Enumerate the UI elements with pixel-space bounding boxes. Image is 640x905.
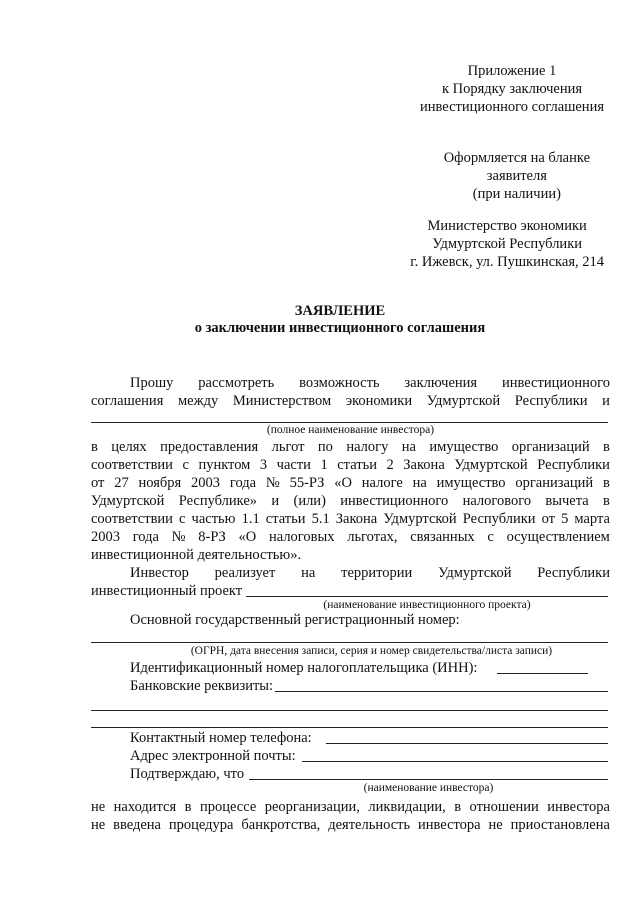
ogrn-label: Основной государственный регистрационный номер: [130, 612, 460, 628]
final-line-1 [91, 798, 610, 816]
text-word: 1.1 [241, 511, 260, 527]
text-word: от [541, 511, 556, 527]
p1-line-2 [91, 392, 610, 410]
investment-project-field[interactable] [246, 596, 608, 597]
addressee-line: г. Ижевск, ул. Пушкинская, 214 [410, 254, 604, 270]
text-word: ликвидации, [368, 799, 446, 815]
text-word: целях [111, 439, 147, 455]
text-word: между [178, 393, 219, 409]
text-word: 5 [561, 511, 569, 527]
text-word: 27 [114, 475, 129, 491]
text-word: льгот [271, 439, 305, 455]
text-word: вычета [545, 493, 589, 509]
text-word: 2003 [91, 529, 120, 545]
text-word: статьи [265, 511, 306, 527]
text-word: инвестора [547, 799, 610, 815]
text-word: марта [574, 511, 610, 527]
text-word: находится [113, 799, 177, 815]
p3-line-2: инвестиционный проект [91, 583, 243, 599]
text-word: по [317, 439, 333, 455]
appendix-line: к Порядку заключения [441, 81, 583, 97]
p2-line-1 [91, 438, 610, 456]
p2-line-5 [91, 510, 610, 528]
bank-field-2[interactable] [91, 710, 608, 711]
document-subtitle: о заключении инвестиционного соглашения [194, 320, 486, 336]
text-word: приостановлена [510, 817, 610, 833]
text-word: заключения [404, 375, 478, 391]
text-word: возможность [299, 375, 380, 391]
text-word: пунктом [198, 457, 251, 473]
text-word: имущество [429, 439, 499, 455]
appendix-line: инвестиционного соглашения [420, 99, 604, 115]
text-word: ноября [138, 475, 182, 491]
text-word: Удмуртской [426, 393, 501, 409]
text-word: 2 [386, 457, 394, 473]
caption-ogrn: (ОГРН, дата внесения записи, серия и номер свидетельства/листа записи) [190, 645, 553, 657]
text-word: имущество [436, 475, 506, 491]
text-word: инвестиционного [501, 375, 610, 391]
text-word: Республики [514, 393, 588, 409]
text-word: налогового [462, 493, 532, 509]
text-word: Закона [403, 457, 445, 473]
text-word: «О [238, 529, 257, 545]
text-word: и [602, 393, 610, 409]
ogrn-field[interactable] [91, 642, 608, 643]
form-note-line: (при наличии) [472, 186, 561, 202]
text-word: Республики [537, 457, 610, 473]
p2-line-4 [91, 492, 610, 510]
text-word: Удмуртской [438, 565, 512, 581]
bank-field-1[interactable] [275, 691, 608, 692]
text-word: связанных [410, 529, 475, 545]
text-word: введена [113, 817, 161, 833]
text-word: частью [191, 511, 236, 527]
text-word: Закона [335, 511, 378, 527]
text-word: 2003 [191, 475, 221, 491]
text-word: соответствии [91, 457, 173, 473]
text-word: 1 [320, 457, 328, 473]
text-word: года [132, 529, 159, 545]
addressee-block [410, 217, 604, 271]
text-word: не [91, 817, 106, 833]
text-word: предоставления [160, 439, 259, 455]
text-word: (или) [293, 493, 326, 509]
text-word: соглашения [91, 393, 164, 409]
p1-line-1 [130, 374, 610, 392]
text-word: на [412, 475, 427, 491]
text-word: не [488, 817, 503, 833]
text-word: рассмотреть [198, 375, 275, 391]
text-word: инвестиционного [340, 493, 449, 509]
text-word: не [91, 799, 106, 815]
text-word: статьи [337, 457, 377, 473]
text-word: с [487, 529, 494, 545]
text-word: 8-РЗ [198, 529, 226, 545]
phone-field[interactable] [326, 743, 608, 744]
text-word: и [271, 493, 280, 509]
text-word: Республике» [178, 493, 258, 509]
caption-investor-name: (наименование инвестора) [363, 782, 494, 794]
inn-label: Идентификационный номер налогоплательщика (ИНН): [130, 660, 478, 676]
text-word: Прошу [130, 375, 174, 391]
phone-label: Контактный номер телефона: [130, 730, 312, 746]
text-word: в [603, 475, 610, 491]
caption-investor-full: (полное наименование инвестора) [266, 424, 435, 436]
text-word: Удмуртской [91, 493, 165, 509]
text-word: на [401, 439, 416, 455]
email-label: Адрес электронной почты: [130, 748, 296, 764]
text-word: банкротства, [241, 817, 321, 833]
form-note-block [444, 149, 590, 203]
text-word: Республики [537, 565, 610, 581]
text-word: налоговых [269, 529, 335, 545]
p3-line-1 [130, 564, 610, 582]
addressee-line: Удмуртской Республики [432, 236, 582, 252]
text-word: в [454, 799, 462, 815]
text-word: 5.1 [311, 511, 330, 527]
text-word: отношении [469, 799, 539, 815]
text-word: льготах, [347, 529, 398, 545]
confirm-label: Подтверждаю, что [130, 766, 245, 782]
text-word: соответствии [91, 511, 173, 527]
text-word: реализует [214, 565, 276, 581]
bank-field-3[interactable] [91, 727, 608, 728]
text-word: 3 [259, 457, 268, 473]
text-word: Министерством [232, 393, 332, 409]
text-word: № [171, 529, 186, 545]
form-note-line: Оформляется на бланке [443, 150, 590, 166]
text-word: процессе [199, 799, 257, 815]
text-word: инвестора [418, 817, 481, 833]
text-word: года [229, 475, 257, 491]
text-word: в [184, 799, 192, 815]
text-word: организаций [515, 475, 594, 491]
text-word: осуществлением [506, 529, 610, 545]
document-title: ЗАЯВЛЕНИЕ [294, 303, 386, 319]
investor-name-field[interactable] [249, 779, 608, 780]
text-word: «О [334, 475, 352, 491]
text-word: части [276, 457, 311, 473]
text-word: с [179, 511, 186, 527]
caption-project: (наименование инвестиционного проекта) [323, 599, 531, 611]
text-word: деятельность [328, 817, 411, 833]
form-note-line: заявителя [486, 168, 547, 184]
text-word: от [91, 475, 105, 491]
text-word: организаций [511, 439, 590, 455]
text-word: № [265, 475, 280, 491]
text-word: 55-РЗ [289, 475, 325, 491]
text-word: в [91, 439, 98, 455]
text-word: процедура [168, 817, 234, 833]
final-line-2 [91, 816, 610, 834]
text-word: с [182, 457, 189, 473]
addressee-line: Министерство экономики [427, 218, 587, 234]
p2-line-6 [91, 528, 610, 546]
inn-field[interactable] [497, 673, 588, 674]
text-word: Удмуртской [454, 457, 528, 473]
text-word: экономики [345, 393, 413, 409]
text-word: на [301, 565, 316, 581]
text-word: налоге [361, 475, 403, 491]
email-field[interactable] [302, 761, 608, 762]
appendix-block [420, 62, 604, 116]
text-word: в [603, 493, 610, 509]
p2-line-2 [91, 456, 610, 474]
appendix-line: Приложение 1 [467, 63, 557, 79]
text-word: налогу [346, 439, 389, 455]
text-word: Инвестор [130, 565, 189, 581]
p2-last-line: инвестиционной деятельностью». [91, 547, 302, 563]
text-word: в [603, 439, 610, 455]
p2-line-3 [91, 474, 610, 492]
text-word: Республики [462, 511, 536, 527]
text-word: Удмуртской [383, 511, 457, 527]
text-word: реорганизации, [264, 799, 360, 815]
text-word: территории [341, 565, 413, 581]
bank-label: Банковские реквизиты: [130, 678, 274, 694]
